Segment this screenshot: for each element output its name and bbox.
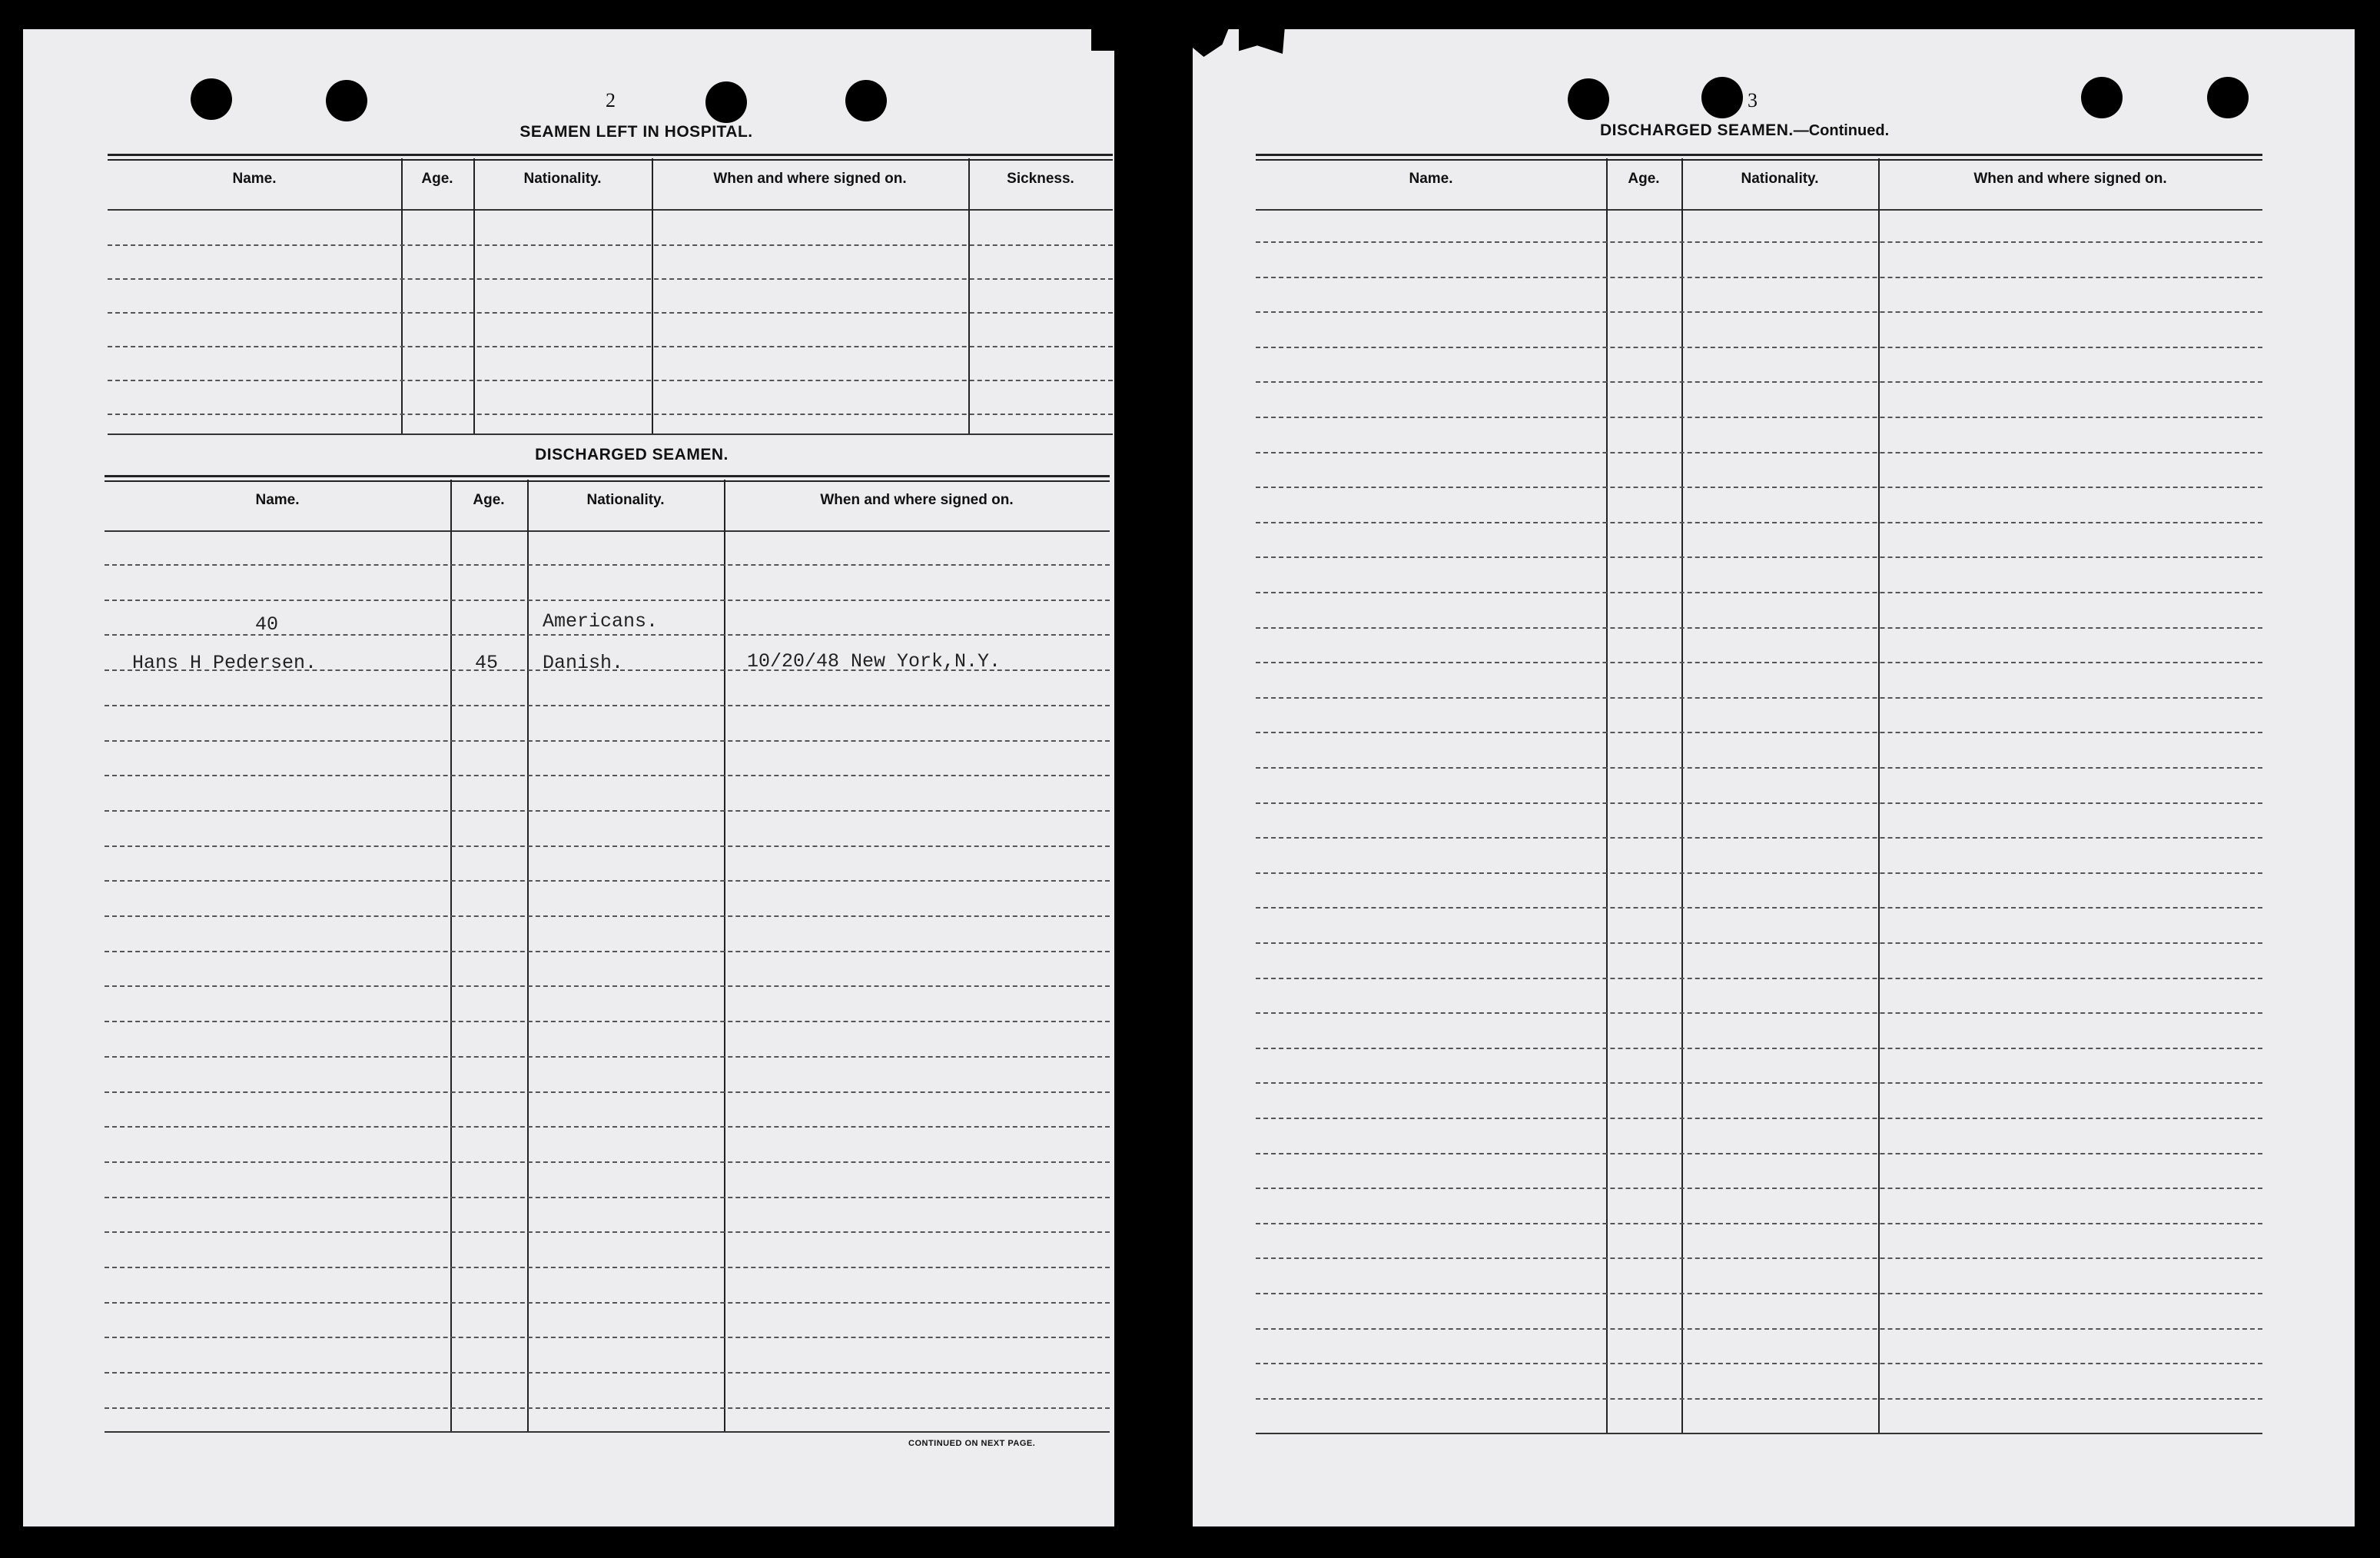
typed-seaman-age: 45 bbox=[475, 652, 499, 674]
ruled-line bbox=[1256, 662, 2262, 663]
table-top-rule bbox=[108, 154, 1113, 161]
column-divider bbox=[652, 158, 653, 434]
ruled-line bbox=[105, 915, 1110, 917]
column-header: Nationality. bbox=[1741, 171, 1819, 187]
ruled-line bbox=[1256, 487, 2262, 488]
column-header: Age. bbox=[421, 171, 453, 187]
title-text: DISCHARGED SEAMEN. bbox=[1600, 121, 1794, 139]
torn-edge bbox=[1091, 25, 1122, 51]
column-header: Age. bbox=[1628, 171, 1660, 187]
ruled-line bbox=[108, 278, 1113, 280]
ruled-line bbox=[1256, 942, 2262, 944]
ruled-line bbox=[105, 1126, 1110, 1128]
continued-footer: CONTINUED ON NEXT PAGE. bbox=[908, 1439, 1036, 1448]
typed-seaman-name: Hans H Pedersen. bbox=[132, 652, 317, 674]
column-divider bbox=[724, 480, 725, 1431]
ruled-line bbox=[105, 1372, 1110, 1374]
ruled-line bbox=[1256, 697, 2262, 699]
ruled-line bbox=[105, 1161, 1110, 1163]
ruled-line bbox=[105, 669, 1110, 671]
column-header: When and where signed on. bbox=[713, 171, 907, 187]
ruled-line bbox=[1256, 1188, 2262, 1189]
ruled-line bbox=[105, 1056, 1110, 1058]
ruled-line bbox=[1256, 837, 2262, 839]
ruled-line bbox=[105, 951, 1110, 952]
column-header: Name. bbox=[232, 171, 277, 187]
torn-edge bbox=[1193, 26, 1230, 57]
ruled-line bbox=[105, 880, 1110, 882]
binder-hole bbox=[191, 78, 232, 120]
ruled-line bbox=[1256, 872, 2262, 874]
table-bottom-rule bbox=[1256, 1433, 2262, 1434]
ruled-line bbox=[105, 634, 1110, 636]
binder-hole bbox=[705, 81, 747, 123]
ruled-line bbox=[1256, 767, 2262, 769]
ruled-line bbox=[1256, 522, 2262, 523]
discharged-continued-title bbox=[1600, 121, 1889, 140]
binder-hole bbox=[326, 80, 367, 121]
ruled-line bbox=[1256, 1363, 2262, 1364]
column-header: Name. bbox=[1409, 171, 1453, 187]
binder-hole bbox=[1568, 78, 1609, 120]
column-divider bbox=[527, 480, 529, 1431]
column-header: Nationality. bbox=[523, 171, 602, 187]
typed-signed-on: 10/20/48 New York,N.Y. bbox=[747, 650, 1001, 673]
page-number: 2 bbox=[606, 89, 616, 111]
ruled-line bbox=[1256, 1048, 2262, 1049]
column-divider bbox=[473, 158, 475, 434]
header-rule bbox=[105, 530, 1110, 532]
ruled-line bbox=[108, 346, 1113, 347]
ruled-line bbox=[108, 380, 1113, 381]
column-header: Age. bbox=[473, 492, 505, 508]
column-header: Sickness. bbox=[1007, 171, 1074, 187]
table-top-rule bbox=[105, 475, 1110, 482]
ruled-line bbox=[1256, 1398, 2262, 1400]
ruled-line bbox=[105, 775, 1110, 776]
binder-hole bbox=[1701, 77, 1743, 118]
header-rule bbox=[1256, 209, 2262, 211]
ruled-line bbox=[108, 244, 1113, 246]
ruled-line bbox=[105, 810, 1110, 812]
ruled-line bbox=[1256, 347, 2262, 348]
ruled-line bbox=[105, 1302, 1110, 1304]
hospital-section-title: SEAMEN LEFT IN HOSPITAL. bbox=[519, 123, 753, 141]
ruled-line bbox=[108, 414, 1113, 415]
typed-seaman-nationality: Danish. bbox=[543, 652, 624, 674]
table-bottom-rule bbox=[105, 1431, 1110, 1433]
ruled-line bbox=[105, 1407, 1110, 1409]
ruled-line bbox=[1256, 417, 2262, 418]
ruled-line bbox=[1256, 1153, 2262, 1154]
binder-hole bbox=[2207, 77, 2249, 118]
ruled-line bbox=[105, 1337, 1110, 1338]
ruled-line bbox=[105, 1231, 1110, 1233]
ruled-line bbox=[1256, 907, 2262, 909]
ruled-line bbox=[1256, 277, 2262, 278]
title-suffix: —Continued. bbox=[1793, 122, 1890, 139]
ruled-line bbox=[105, 1091, 1110, 1093]
column-divider bbox=[968, 158, 970, 434]
typed-count: 40 bbox=[255, 613, 279, 636]
ruled-line bbox=[1256, 556, 2262, 558]
ruled-line bbox=[105, 1021, 1110, 1022]
ruled-line bbox=[105, 1197, 1110, 1198]
table-top-rule bbox=[1256, 154, 2262, 161]
column-header: When and where signed on. bbox=[820, 492, 1014, 508]
ruled-line bbox=[1256, 452, 2262, 453]
torn-edge bbox=[1239, 26, 1285, 54]
ruled-line bbox=[1256, 1223, 2262, 1224]
page-number: 3 bbox=[1748, 89, 1758, 111]
ruled-line bbox=[1256, 311, 2262, 313]
ruled-line bbox=[1256, 1328, 2262, 1330]
column-header: When and where signed on. bbox=[1973, 171, 2167, 187]
typed-nationality-note: Americans. bbox=[543, 610, 659, 633]
ruled-line bbox=[1256, 1257, 2262, 1259]
column-divider bbox=[1681, 158, 1683, 1433]
column-divider bbox=[1878, 158, 1880, 1433]
ruled-line bbox=[105, 1267, 1110, 1268]
ruled-line bbox=[1256, 592, 2262, 593]
ruled-line bbox=[105, 564, 1110, 566]
ruled-line bbox=[1256, 1118, 2262, 1119]
ruled-line bbox=[105, 845, 1110, 847]
ruled-line bbox=[1256, 241, 2262, 243]
column-header: Name. bbox=[255, 492, 300, 508]
ruled-line bbox=[1256, 381, 2262, 383]
ruled-line bbox=[105, 705, 1110, 706]
header-rule bbox=[108, 209, 1113, 211]
ruled-line bbox=[1256, 1082, 2262, 1084]
ruled-line bbox=[1256, 627, 2262, 629]
column-divider bbox=[1606, 158, 1608, 1433]
ruled-line bbox=[1256, 802, 2262, 804]
column-divider bbox=[450, 480, 452, 1431]
ruled-line bbox=[1256, 732, 2262, 733]
column-divider bbox=[401, 158, 403, 434]
binder-hole bbox=[2081, 77, 2123, 118]
column-header: Nationality. bbox=[586, 492, 665, 508]
ruled-line bbox=[105, 740, 1110, 742]
discharged-section-title: DISCHARGED SEAMEN. bbox=[535, 446, 729, 463]
ruled-line bbox=[108, 312, 1113, 314]
left-page bbox=[23, 29, 1114, 1526]
table-bottom-rule bbox=[108, 434, 1113, 435]
ruled-line bbox=[1256, 978, 2262, 979]
right-page bbox=[1193, 29, 2355, 1526]
ruled-line bbox=[105, 985, 1110, 987]
ruled-line bbox=[105, 600, 1110, 601]
ruled-line bbox=[1256, 1012, 2262, 1014]
ruled-line bbox=[1256, 1293, 2262, 1294]
binder-hole bbox=[845, 80, 887, 121]
